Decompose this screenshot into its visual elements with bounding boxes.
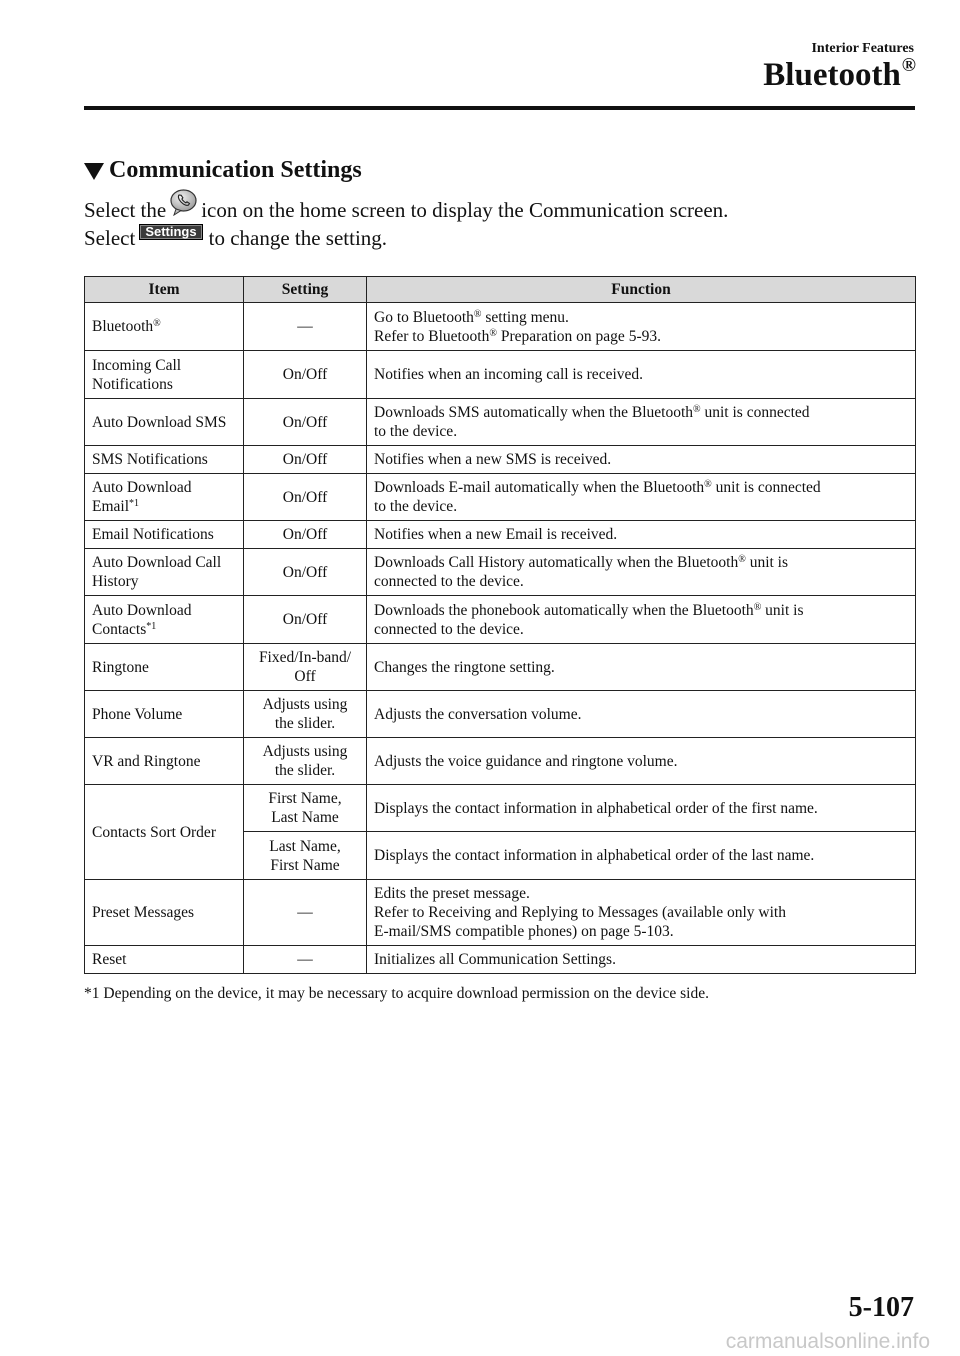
- item-cell: Bluetooth®: [85, 303, 244, 351]
- setting-cell: Fixed/In-band/ Off: [244, 644, 367, 691]
- item-cell: Auto Download Email$^{*1}$: [85, 474, 244, 521]
- item-cell: Auto Download SMS: [85, 399, 244, 446]
- header-rule: [84, 106, 915, 110]
- item-cell: Preset Messages: [85, 880, 244, 946]
- item-cell: Auto Download Call History: [85, 549, 244, 596]
- header-setting: Setting: [244, 277, 367, 303]
- table-row: [85, 880, 916, 946]
- setting-cell: On/Off: [244, 521, 367, 549]
- communication-settings-table: [84, 276, 916, 974]
- table-row: [85, 351, 916, 399]
- table-row: [85, 521, 916, 549]
- running-header-title: Bluetooth®: [763, 55, 916, 93]
- table-row: [85, 596, 916, 644]
- section-heading: [84, 157, 362, 184]
- item-cell: VR and Ringtone: [85, 738, 244, 785]
- intro-line-1: Select the icon on the home screen to display the Communication screen.: [84, 196, 728, 224]
- item-cell: Auto Download Contacts$^{*1}$: [85, 596, 244, 644]
- function-cell: Notifies when a new SMS is received.: [367, 446, 916, 474]
- item-cell: Incoming Call Notifications: [85, 351, 244, 399]
- function-cell: Go to Bluetooth® setting menu. Refer to Bluetooth® Preparation on page 5-93.: [367, 303, 916, 351]
- setting-cell: On/Off: [244, 446, 367, 474]
- function-cell: Downloads Call History automatically when the Bluetooth® unit is connected to the device.: [367, 549, 916, 596]
- item-cell: Phone Volume: [85, 691, 244, 738]
- setting-cell: First Name, Last Name: [244, 785, 367, 832]
- down-triangle-icon: [84, 163, 104, 180]
- phone-speech-bubble-icon: [170, 189, 197, 216]
- item-cell: SMS Notifications: [85, 446, 244, 474]
- function-cell: Downloads SMS automatically when the Bluetooth® unit is connected to the device.: [367, 399, 916, 446]
- function-cell: Adjusts the conversation volume.: [367, 691, 916, 738]
- function-cell: Adjusts the voice guidance and ringtone volume.: [367, 738, 916, 785]
- table-row: [85, 446, 916, 474]
- table-row: [85, 474, 916, 521]
- running-header-section: Interior Features: [811, 41, 914, 56]
- table-row: [85, 549, 916, 596]
- setting-cell: —: [244, 880, 367, 946]
- item-cell: Email Notifications: [85, 521, 244, 549]
- setting-cell: On/Off: [244, 351, 367, 399]
- table-row: [85, 785, 916, 832]
- function-cell: Downloads the phonebook automatically when the Bluetooth® unit is connected to the device.: [367, 596, 916, 644]
- table-row: [85, 303, 916, 351]
- function-cell: Changes the ringtone setting.: [367, 644, 916, 691]
- setting-cell: —: [244, 303, 367, 351]
- intro-line-2: Select Settings to change the setting.: [84, 224, 388, 250]
- setting-cell: Last Name, First Name: [244, 832, 367, 880]
- setting-cell: —: [244, 946, 367, 974]
- intro-paragraph: [84, 196, 728, 252]
- table-row: [85, 644, 916, 691]
- function-cell: Displays the contact information in alphabetical order of the first name.: [367, 785, 916, 832]
- function-cell: Displays the contact information in alphabetical order of the last name.: [367, 832, 916, 880]
- table-header-row: [85, 277, 916, 303]
- table-row: [85, 399, 916, 446]
- item-cell: Reset: [85, 946, 244, 974]
- header-item: Item: [85, 277, 244, 303]
- setting-cell: On/Off: [244, 474, 367, 521]
- page-number: 5-107: [848, 1292, 914, 1323]
- setting-cell: Adjusts using the slider.: [244, 738, 367, 785]
- section-heading-text: Communication Settings: [109, 157, 362, 183]
- setting-cell: On/Off: [244, 596, 367, 644]
- table-row: [85, 946, 916, 974]
- function-cell: Notifies when an incoming call is received.: [367, 351, 916, 399]
- header-function: Function: [367, 277, 916, 303]
- watermark: carmanualsonline.info: [725, 1330, 930, 1353]
- settings-button[interactable]: Settings: [139, 224, 202, 240]
- table-row: [85, 691, 916, 738]
- table-row: [85, 738, 916, 785]
- function-cell: Edits the preset message. Refer to Receiving and Replying to Messages (available only with E-mail/SMS compatible phones) on page 5-103.: [367, 880, 916, 946]
- function-cell: Downloads E-mail automatically when the Bluetooth® unit is connected to the device.: [367, 474, 916, 521]
- item-cell: Ringtone: [85, 644, 244, 691]
- item-cell: Contacts Sort Order: [85, 785, 244, 880]
- registered-mark: ®: [901, 55, 916, 76]
- footnote: *1 Depending on the device, it may be necessary to acquire download permission on the device side.: [84, 985, 709, 1002]
- setting-cell: On/Off: [244, 549, 367, 596]
- function-cell: Notifies when a new Email is received.: [367, 521, 916, 549]
- setting-cell: On/Off: [244, 399, 367, 446]
- setting-cell: Adjusts using the slider.: [244, 691, 367, 738]
- function-cell: Initializes all Communication Settings.: [367, 946, 916, 974]
